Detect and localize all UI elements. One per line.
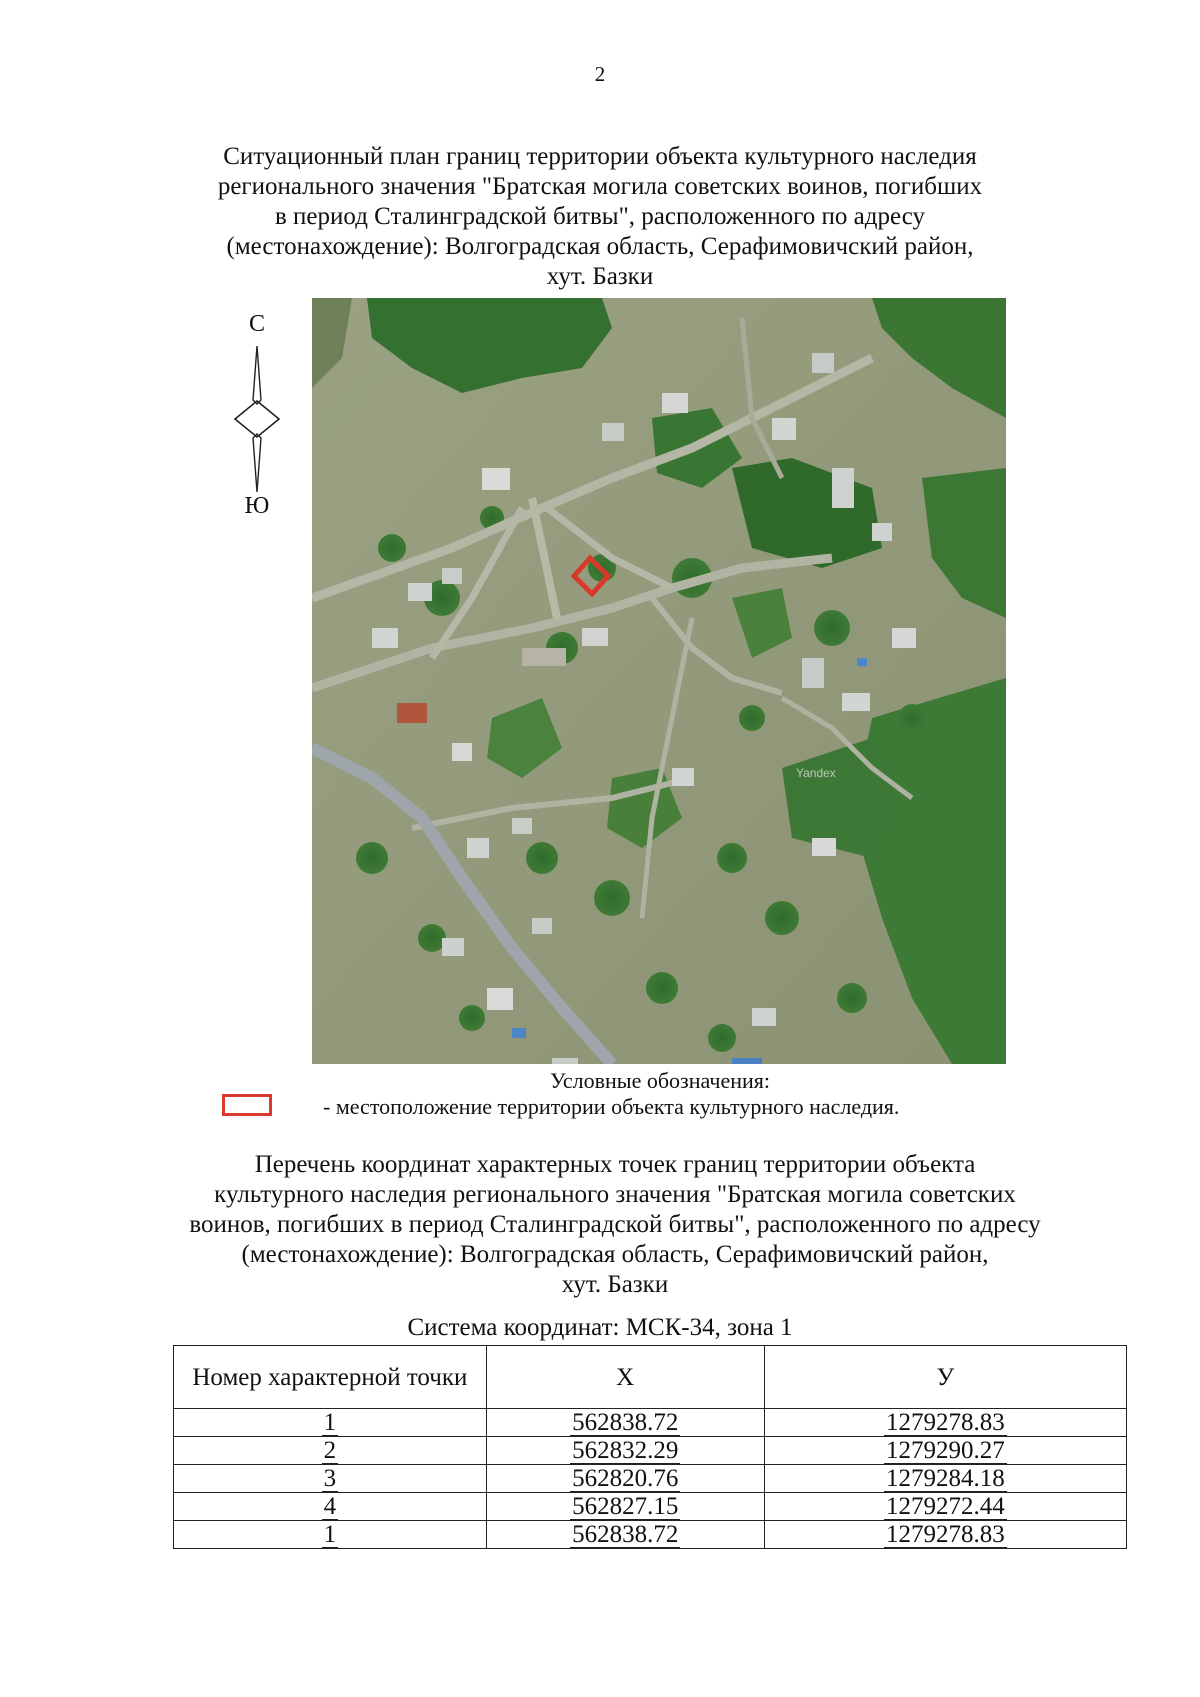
column-header-point-number: Номер характерной точки (174, 1346, 487, 1409)
y-value: 1279278.83 (885, 1521, 1005, 1548)
table-row (174, 1521, 1127, 1549)
point-number-cell (174, 1465, 487, 1493)
legend-site-label: - местоположение территории объекта культурного наследия. (323, 1094, 900, 1119)
x-value: 562838.72 (572, 1409, 679, 1436)
x-value: 562827.15 (572, 1493, 679, 1520)
y-cell (764, 1521, 1126, 1549)
compass-arrow-icon (227, 344, 287, 494)
point-number: 1 (323, 1521, 337, 1548)
x-cell (486, 1493, 764, 1521)
x-value: 562838.72 (572, 1521, 679, 1548)
satellite-map-image (312, 298, 1006, 1064)
x-cell (486, 1409, 764, 1437)
coordinates-title-line: культурного наследия регионального значения "Братская могила советских (214, 1181, 1016, 1208)
table-row (174, 1465, 1127, 1493)
column-header-x: X (486, 1346, 764, 1409)
y-value: 1279278.83 (885, 1409, 1005, 1436)
map-title-line: в период Сталинградской битвы", расположенного по адресу (275, 203, 925, 230)
x-cell (486, 1437, 764, 1465)
point-number-cell (174, 1409, 487, 1437)
map-title-line: Ситуационный план границ территории объекта культурного наследия (223, 143, 977, 170)
point-number: 4 (323, 1493, 337, 1520)
y-value: 1279272.44 (885, 1493, 1005, 1520)
coordinate-system-label: Система координат: МСК-34, зона 1 (407, 1314, 793, 1341)
x-value: 562832.29 (572, 1437, 679, 1464)
y-value: 1279290.27 (885, 1437, 1005, 1464)
point-number-cell (174, 1493, 487, 1521)
column-header-y: У (764, 1346, 1126, 1409)
map-title-line: (местонахождение): Волгоградская область, Серафимовичский район, (226, 233, 974, 260)
map-title (150, 142, 1050, 292)
y-value: 1279284.18 (885, 1465, 1005, 1492)
point-number: 3 (323, 1465, 337, 1492)
y-cell (764, 1465, 1126, 1493)
legend-heading: Условные обозначения: (549, 1068, 771, 1093)
x-value: 562820.76 (572, 1465, 679, 1492)
table-row (174, 1437, 1127, 1465)
satellite-map (312, 298, 1006, 1064)
map-title-line: регионального значения "Братская могила советских воинов, погибших (217, 173, 983, 200)
north-label: С (248, 311, 265, 337)
table-header-row (174, 1346, 1127, 1409)
point-number-cell (174, 1521, 487, 1549)
legend-site-symbol (222, 1094, 272, 1116)
x-cell (486, 1521, 764, 1549)
north-arrow (227, 310, 287, 520)
south-label: Ю (244, 493, 270, 519)
table-row (174, 1409, 1127, 1437)
point-number-cell (174, 1437, 487, 1465)
coordinates-table (173, 1345, 1127, 1549)
x-cell (486, 1465, 764, 1493)
coordinates-title (150, 1150, 1080, 1300)
map-title-line: хут. Базки (546, 263, 654, 290)
y-cell (764, 1493, 1126, 1521)
page-number: 2 (594, 62, 606, 86)
point-number: 1 (323, 1409, 337, 1436)
coordinates-title-line: хут. Базки (561, 1271, 669, 1298)
coordinates-title-line: воинов, погибших в период Сталинградской битвы", расположенного по адресу (189, 1211, 1041, 1238)
map-watermark: Yandex (796, 766, 836, 780)
point-number: 2 (323, 1437, 337, 1464)
coordinates-title-line: (местонахождение): Волгоградская область, Серафимовичский район, (241, 1241, 989, 1268)
coordinates-title-line: Перечень координат характерных точек границ территории объекта (254, 1151, 976, 1178)
y-cell (764, 1437, 1126, 1465)
y-cell (764, 1409, 1126, 1437)
table-row (174, 1493, 1127, 1521)
